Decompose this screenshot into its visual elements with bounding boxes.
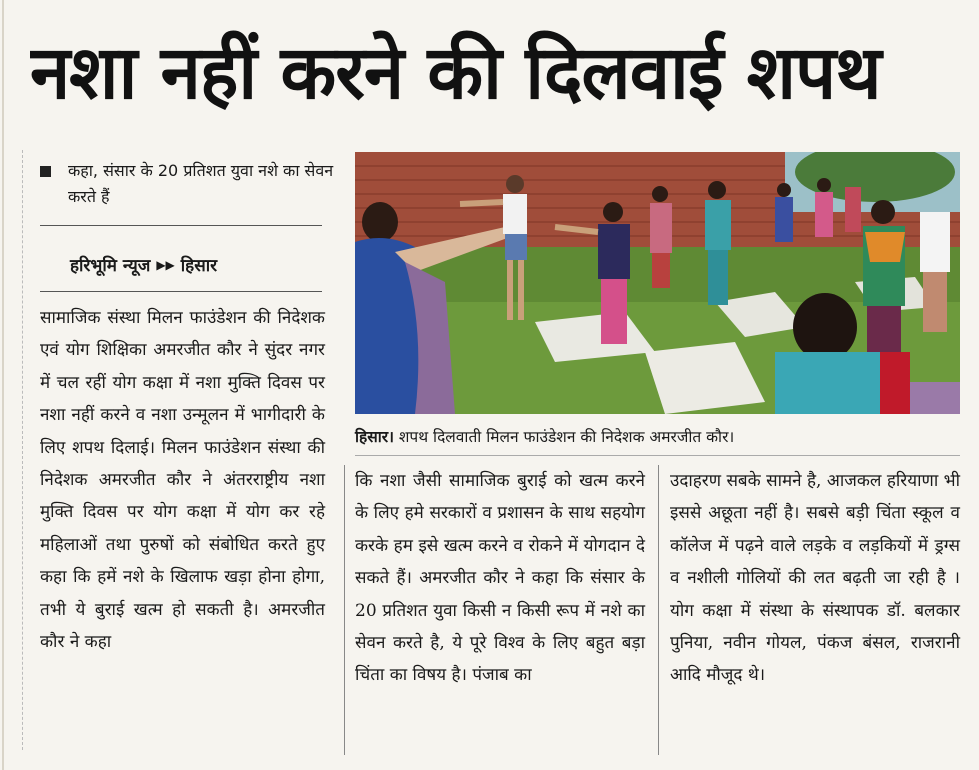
- byline: [70, 253, 330, 276]
- bullet-square-icon: [40, 166, 51, 177]
- divider-byline: [40, 291, 322, 292]
- article-photo: [355, 152, 960, 414]
- divider-caption: [355, 455, 960, 456]
- byline-source: हरिभूमि न्यूज: [70, 256, 151, 276]
- caption-place: हिसार।: [355, 428, 394, 446]
- article-column-1: सामाजिक संस्था मिलन फाउंडेशन की निदेशक एवं योग शिक्षिका अमरजीत कौर ने सुंदर नगर में चल रहीं योग कक्षा में नशा मुक्ति दिवस पर नशा नहीं करने व नशा उन्मूलन में भागीदारी के लिए शपथ दिलाई। मिलन फाउंडेशन संस्था की निदेशक अमरजीत कौर ने अंतरराष्ट्रीय नशा मुक्ति दिवस पर योग कक्षा में योग कर रहे महिलाओं तथा पुरुषों को संबोधित करते हुए कहा कि हमें नशे के खिलाफ खड़ा होना होगा, तभी ये बुराई खत्म हो सकती है। अमरजीत कौर ने कहा: [40, 308, 325, 653]
- byline-arrow-icon: ▶▶: [156, 258, 175, 272]
- yoga-class-photo: [355, 152, 960, 414]
- caption-text: शपथ दिलवाती मिलन फाउंडेशन की निदेशक अमरजीत कौर।: [393, 428, 735, 446]
- headline: नशा नहीं करने की दिलवाई शपथ: [30, 30, 881, 116]
- article-column-3: उदाहरण सबके सामने है, आजकल हरियाणा भी इससे अछूता नहीं है। सबसे बड़ी चिंता स्कूल व कॉलेज में पढ़ने वाले लड़के व लड़कियों में ड्रग्स व नशीली गोलियों की लत बढ़ती जा रही है । योग कक्षा में संस्था के संस्थापक डॉ. बलकार पुनिया, नवीन गोयल, पंकज बंसल, राजरानी आदि मौजूद थे।: [670, 471, 960, 686]
- summary-bullet-text: कहा, संसार के 20 प्रतिशत युवा नशे का सेवन करते हैं: [68, 161, 334, 206]
- byline-place: हिसार: [180, 256, 218, 276]
- page-edge: [2, 0, 4, 770]
- divider-top: [40, 225, 322, 226]
- photo-caption: [355, 425, 965, 447]
- column-rule-2: [658, 465, 659, 755]
- article-column-2: कि नशा जैसी सामाजिक बुराई को खत्म करने के लिए हमे सरकारों व प्रशासन के साथ सहयोग करके हम इसे खत्म करने व रोकने में योगदान दे सकते हैं। अमरजीत कौर ने कहा कि संसार के 20 प्रतिशत युवा किसी न किसी रूप में नशे का सेवन करते है, ये पूरे विश्व के लिए बहुत बड़ा चिंता का विषय है। पंजाब का: [355, 471, 645, 686]
- column-fold-line: [22, 150, 24, 750]
- column-rule-1: [344, 465, 345, 755]
